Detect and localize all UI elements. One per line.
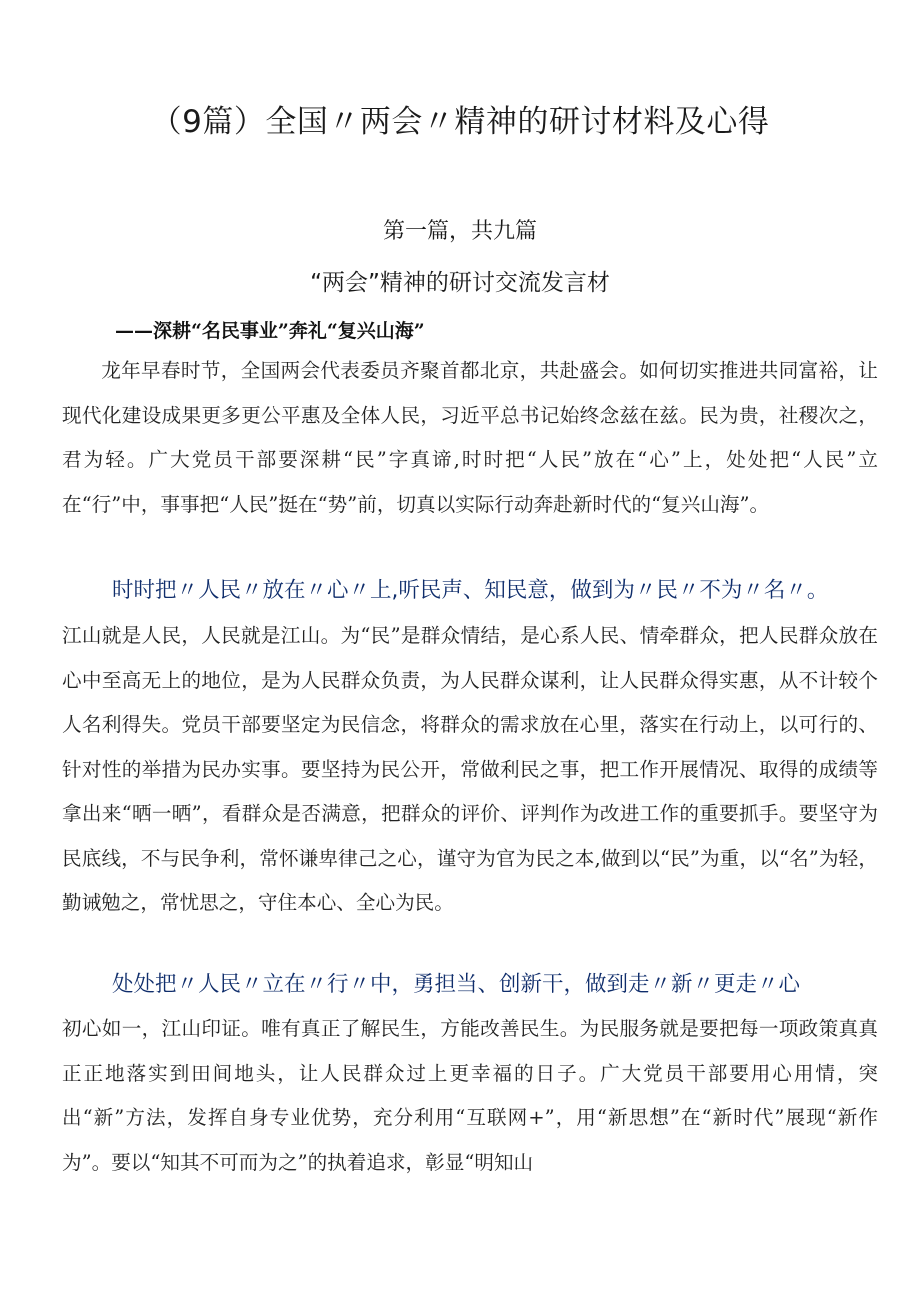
document-title: （9篇）全国〃两会〃精神的研讨材料及心得 xyxy=(150,104,770,140)
part-title: “两会”精神的研讨交流发言材 xyxy=(310,270,610,296)
paragraph-intro: 龙年早春时节，全国两会代表委员齐聚首都北京，共赴盛会。如何切实推进共同富裕，让现代化建设成果更多更公平惠及全体人民，习近平总书记始终念兹在兹。民为贵，社稷次之，君为轻。广大党员干部要深耕“民”字真谛,时时把“人民”放在“心”上，处处把“人民”立在“行”中，事事把“人民”挺在“势”前，切真以实际行动奔赴新时代的“复兴山海”。 xyxy=(62,359,878,516)
section-heading-2: 处处把〃人民〃立在〃行〃中，勇担当、创新干，做到走〃新〃更走〃心 xyxy=(112,972,801,997)
subtitle: ——深耕“名民事业”奔礼“复兴山海” xyxy=(115,320,425,342)
section-heading-1: 时时把〃人民〃放在〃心〃上,听民声、知民意，做到为〃民〃不为〃名〃。 xyxy=(112,578,829,603)
paragraph-section-2: 初心如一，江山印证。唯有真正了解民生，方能改善民生。为民服务就是要把每一项政策真真正正地落实到田间地头，让人民群众过上更幸福的日子。广大党员干部要用心用情，突出“新”方法，发挥自身专业优势，充分利用“互联网+”，用“新思想”在“新时代”展现“新作为”。要以“知其不可而为之”的执着追求，彰显“明知山 xyxy=(62,1017,878,1174)
part-label: 第一篇，共九篇 xyxy=(382,219,537,244)
paragraph-section-1: 江山就是人民，人民就是江山。为“民”是群众情结，是心系人民、情牵群众，把人民群众放在心中至高无上的地位，是为人民群众负责，为人民群众谋利，让人民群众得实惠，从不计较个人名利得失。党员干部要坚定为民信念，将群众的需求放在心里，落实在行动上，以可行的、针对性的举措为民办实事。要坚持为民公开，常做利民之事，把工作开展情况、取得的成绩等拿出来“晒一晒”，看群众是否满意，把群众的评价、评判作为改进工作的重要抓手。要坚守为民底线，不与民争利，常怀谦卑律己之心，谨守为官为民之本,做到以“民”为重，以“名”为轻，勤诫勉之，常忧思之，守住本心、全心为民。 xyxy=(62,624,878,914)
